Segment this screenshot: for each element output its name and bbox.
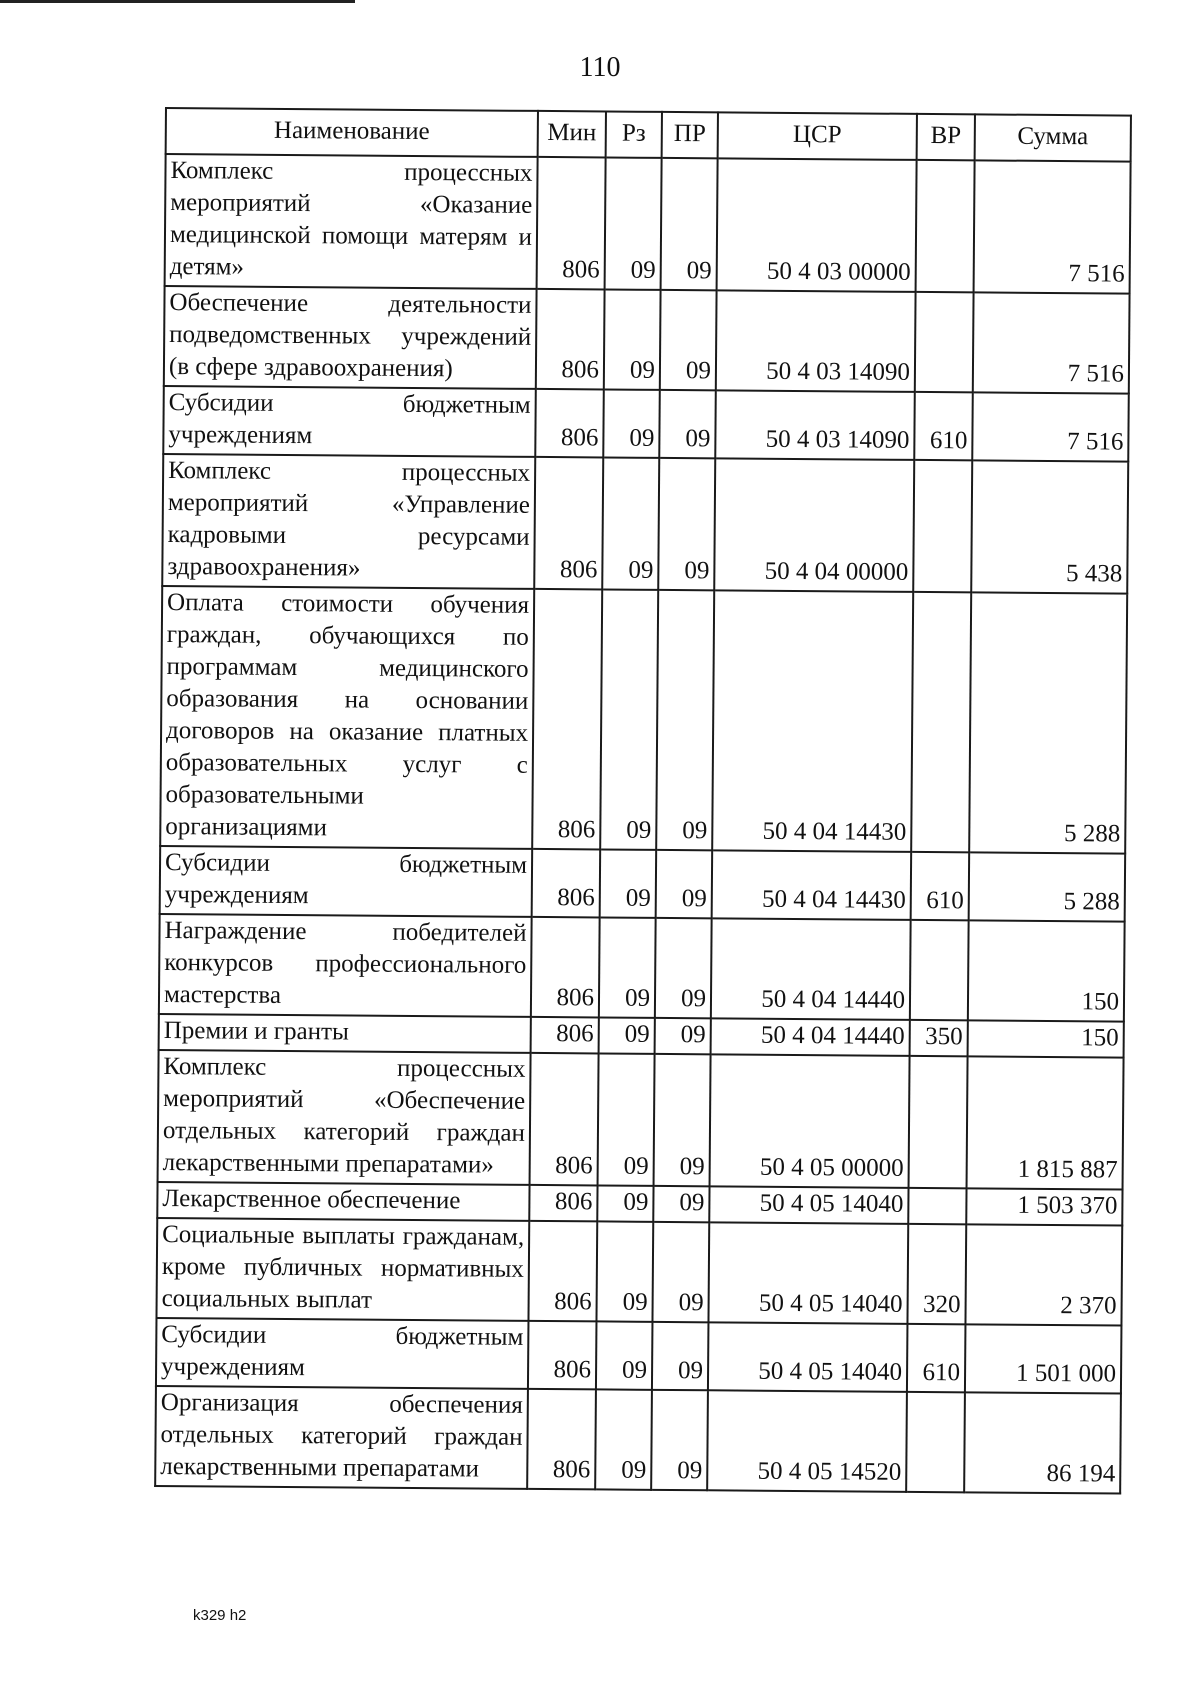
row-rz: 09 [600,849,657,917]
row-rz: 09 [604,289,661,389]
row-pr: 09 [656,590,714,850]
row-csr: 50 4 05 14040 [708,1222,908,1324]
header-name: Наименование [166,108,538,157]
row-pr: 09 [654,1054,711,1186]
row-rz: 09 [600,589,658,849]
row-sum: 1 503 370 [966,1188,1122,1225]
table-row [159,914,1125,1022]
row-vr: 610 [911,852,970,920]
table-row [160,846,1126,922]
row-name: Награждение победителей конкурсов профессионального мастерства [159,914,532,1017]
row-vr: 350 [910,1020,968,1056]
row-vr [908,1188,966,1224]
row-sum: 5 438 [971,460,1128,593]
row-min: 806 [528,1321,597,1390]
row-pr: 09 [658,458,715,590]
row-sum: 150 [968,920,1125,1021]
row-sum: 150 [968,1020,1124,1057]
row-sum: 7 516 [972,392,1129,461]
row-pr: 09 [652,1322,709,1390]
budget-table [154,107,1132,1495]
row-name: Обеспечение деятельности подведомственных учреждений (в сфере здравоохранения) [164,286,537,389]
row-vr: 610 [914,392,973,460]
row-sum: 1 501 000 [965,1324,1122,1393]
row-csr: 50 4 04 00000 [714,458,914,592]
row-pr: 09 [653,1186,709,1222]
row-csr: 50 4 04 14430 [712,850,912,920]
row-vr [906,1392,965,1492]
row-csr: 50 4 05 00000 [710,1054,910,1188]
row-rz: 09 [596,1221,653,1321]
row-csr: 50 4 05 14040 [709,1186,908,1224]
header-csr: ЦСР [718,112,917,160]
row-sum: 5 288 [969,592,1127,853]
row-name: Субсидии бюджетным учреждениям [160,846,533,917]
row-csr: 50 4 04 14440 [711,1018,910,1056]
row-min: 806 [528,1221,597,1322]
header-pr: ПР [662,112,718,158]
row-csr: 50 4 03 14090 [716,290,916,392]
header-vr: ВР [917,114,975,160]
row-name: Субсидии бюджетным учреждениям [156,1318,529,1389]
row-min: 806 [534,457,603,590]
row-min: 806 [530,1053,599,1186]
row-vr: 320 [907,1224,966,1324]
row-vr [915,292,974,392]
table-row [155,1386,1121,1494]
table-row [156,1218,1122,1326]
header-sum: Сумма [975,114,1131,161]
row-min: 806 [532,589,602,850]
row-rz: 09 [597,1185,653,1221]
row-min: 806 [531,1017,599,1054]
row-name: Комплекс процессных мероприятий «Управление кадровыми ресурсами здравоохранения» [162,454,535,589]
row-min: 806 [535,389,604,458]
row-rz: 09 [599,917,656,1017]
table-header-row [166,108,1131,162]
row-name: Субсидии бюджетным учреждениям [163,386,536,457]
row-pr: 09 [655,918,712,1018]
row-pr: 09 [661,158,718,290]
table-row [164,286,1130,394]
row-rz: 09 [603,389,660,457]
row-vr: 610 [907,1324,966,1392]
row-pr: 09 [655,1018,711,1054]
row-sum: 5 288 [969,852,1126,921]
row-name: Комплекс процессных мероприятий «Обеспечение отдельных категорий граждан лекарственными препаратами» [158,1050,531,1185]
table-row [160,586,1127,854]
table-row [163,386,1129,462]
row-name: Комплекс процессных мероприятий «Оказание медицинской помощи матерям и детям» [165,154,538,289]
row-vr [913,460,972,592]
row-rz: 09 [598,1053,655,1185]
row-rz: 09 [605,157,662,289]
row-sum: 86 194 [964,1392,1121,1493]
row-vr [909,1056,968,1188]
row-min: 806 [536,289,605,390]
row-pr: 09 [656,850,713,918]
table-row [158,1050,1124,1190]
row-sum: 7 516 [974,160,1131,293]
row-pr: 09 [659,390,716,458]
row-pr: 09 [651,1390,708,1490]
row-min: 806 [537,157,606,290]
header-min: Мин [538,111,606,158]
row-rz: 09 [596,1321,653,1389]
row-min: 806 [529,1185,597,1222]
row-csr: 50 4 05 14520 [707,1390,907,1492]
row-sum: 1 815 887 [967,1056,1124,1189]
row-min: 806 [531,917,600,1018]
row-rz: 09 [599,1017,655,1053]
row-rz: 09 [602,457,659,589]
row-name: Социальные выплаты гражданам, кроме публичных нормативных социальных выплат [156,1218,529,1321]
header-rz: Рз [606,111,662,157]
row-rz: 09 [595,1389,652,1489]
row-vr [911,592,971,852]
table-row [162,454,1128,594]
row-sum: 2 370 [965,1224,1122,1325]
row-name: Организация обеспечения отдельных категорий граждан лекарственными препаратами [155,1386,528,1489]
row-name: Лекарственное обеспечение [157,1182,529,1221]
row-csr: 50 4 03 14090 [715,390,915,460]
row-min: 806 [532,849,601,918]
row-min: 806 [527,1389,596,1490]
row-csr: 50 4 03 00000 [717,158,917,292]
row-name: Премии и гранты [159,1014,531,1053]
row-name: Оплата стоимости обучения граждан, обучающихся по программам медицинского образования на основании договоров на оказание платных образовательных услуг с образовательными организациями [160,586,534,849]
row-pr: 09 [660,290,717,390]
top-rule [0,0,355,3]
row-pr: 09 [652,1222,709,1322]
row-vr [910,920,969,1020]
row-csr: 50 4 04 14440 [711,918,911,1020]
row-sum: 7 516 [973,292,1130,393]
table-row [156,1318,1122,1394]
footer-code: k329 h2 [193,1607,247,1624]
row-vr [916,160,975,292]
row-csr: 50 4 05 14040 [708,1322,908,1392]
row-csr: 50 4 04 14430 [712,590,913,852]
page-number: 110 [579,52,621,83]
table-row [165,154,1131,294]
